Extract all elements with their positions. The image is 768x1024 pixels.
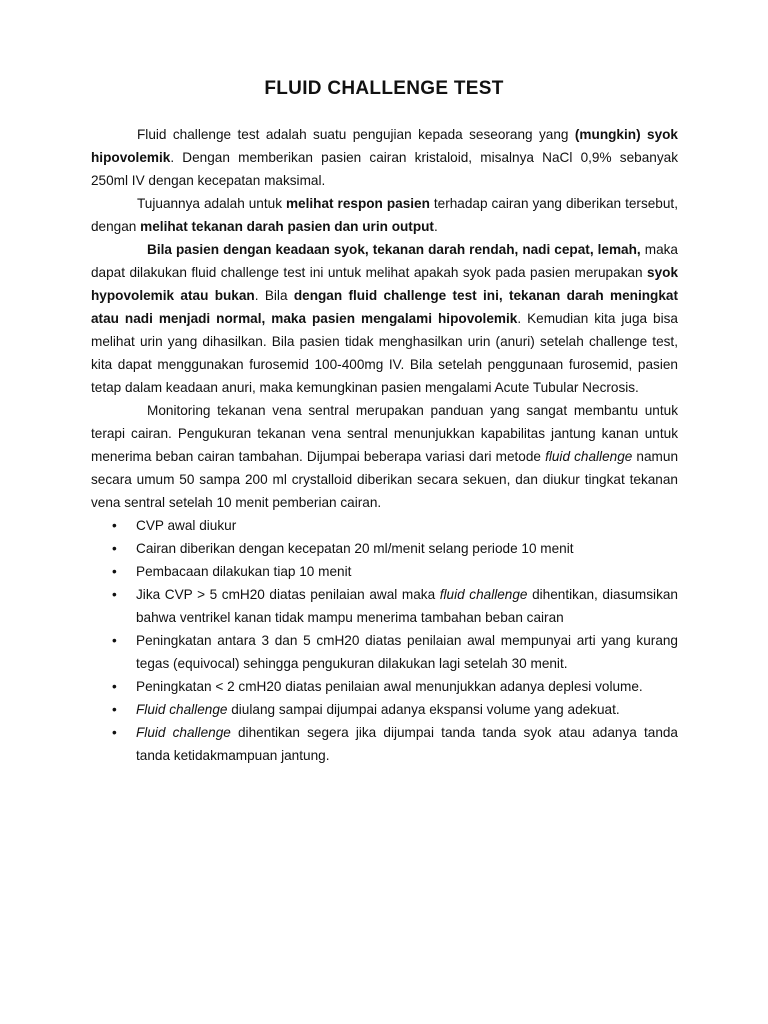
document-body	[91, 123, 678, 767]
text-run: . Bila	[254, 288, 294, 303]
bold-run: syok hypovolemik atau bukan	[91, 265, 678, 303]
list-item	[91, 675, 678, 698]
text-run: maka dapat dilakukan fluid challenge test ini untuk melihat apakah syok pada pasien merupakan	[91, 242, 678, 280]
text-run: Fluid challenge test adalah suatu pengujian kepada seseorang yang	[137, 127, 575, 142]
list-item	[91, 721, 678, 767]
text-run: namun secara umum 50 sampa 200 ml crystalloid diberikan secara sekuen, dan diukur tingkat tekanan vena sentral setelah 10 menit pemberian cairan.	[91, 449, 678, 510]
list-item	[91, 537, 678, 560]
bold-run: melihat respon pasien	[285, 196, 430, 211]
paragraph-definition	[91, 123, 678, 192]
list-item-text: CVP awal diukur	[136, 518, 237, 533]
text-run: .	[433, 219, 438, 234]
text-run: terhadap cairan yang diberikan tersebut, dengan	[91, 196, 678, 234]
procedure-list	[91, 514, 678, 767]
italic-run: Fluid challenge	[136, 702, 228, 717]
bullet-icon: •	[112, 587, 117, 602]
italic-run: Fluid challenge	[136, 725, 231, 740]
bullet-icon: •	[112, 679, 117, 694]
bullet-icon: •	[112, 541, 117, 556]
list-item-text: dihentikan, diasumsikan bahwa ventrikel kanan tidak mampu menerima tambahan beban cairan	[136, 587, 678, 625]
text-run: . Dengan memberikan pasien cairan kristaloid, misalnya NaCl 0,9% sebanyak 250ml IV dengan kecepatan maksimal.	[91, 150, 678, 188]
list-item-text: Cairan diberikan dengan kecepatan 20 ml/menit selang periode 10 menit	[136, 541, 574, 556]
text-run: . Kemudian kita juga bisa melihat urin yang dihasilkan. Bila pasien tidak menghasilkan urin (anuri) setelah challenge test, kita dapat menggunakan furosemid 100-400mg IV. Bila setelah penggunaan furosemid, pasien tetap dalam keadaan anuri, maka kemungkinan pasien mengalami Acute Tubular Necrosis.	[91, 311, 678, 395]
list-item	[91, 698, 678, 721]
list-item	[91, 583, 678, 629]
bold-run: Bila pasien dengan keadaan syok, tekanan darah rendah, nadi cepat, lemah,	[147, 242, 641, 257]
text-run: Monitoring tekanan vena sentral merupakan panduan yang sangat membantu untuk terapi cairan. Pengukuran tekanan vena sentral menunjukkan kapabilitas jantung kanan untuk menerima beban cairan tambahan. Dijumpai beberapa variasi dari metode	[91, 403, 678, 464]
bullet-icon: •	[112, 725, 117, 740]
paragraph-procedure	[91, 238, 678, 399]
text-run: Tujuannya adalah untuk	[137, 196, 286, 211]
bullet-icon: •	[112, 702, 117, 717]
bullet-icon: •	[112, 564, 117, 579]
list-item-text: diulang sampai dijumpai adanya ekspansi volume yang adekuat.	[227, 702, 620, 717]
list-item-text: Peningkatan < 2 cmH20 diatas penilaian awal menunjukkan adanya deplesi volume.	[136, 679, 643, 694]
paragraph-monitoring	[91, 399, 678, 514]
bullet-icon: •	[112, 518, 117, 533]
list-item	[91, 514, 678, 537]
list-item	[91, 629, 678, 675]
list-item-text: Jika CVP > 5 cmH20 diatas penilaian awal maka	[136, 587, 440, 602]
italic-run: fluid challenge	[439, 587, 528, 602]
list-item-text: Pembacaan dilakukan tiap 10 menit	[136, 564, 352, 579]
list-item-text: dihentikan segera jika dijumpai tanda tanda syok atau adanya tanda tanda ketidakmampuan jantung.	[136, 725, 678, 763]
bullet-icon: •	[112, 633, 117, 648]
paragraph-purpose	[91, 192, 678, 238]
bold-run: (mungkin) syok hipovolemik	[91, 127, 678, 165]
list-item-text: Peningkatan antara 3 dan 5 cmH20 diatas penilaian awal mempunyai arti yang kurang tegas (equivocal) sehingga pengukuran dilakukan lagi setelah 30 menit.	[136, 633, 678, 671]
bold-run: dengan fluid challenge test ini, tekanan darah meningkat atau nadi menjadi normal, maka pasien mengalami hipovolemik	[91, 288, 678, 326]
italic-run: fluid challenge	[545, 449, 633, 464]
bold-run: melihat tekanan darah pasien dan urin output	[140, 219, 434, 234]
list-item	[91, 560, 678, 583]
document-title: FLUID CHALLENGE TEST	[264, 78, 504, 99]
